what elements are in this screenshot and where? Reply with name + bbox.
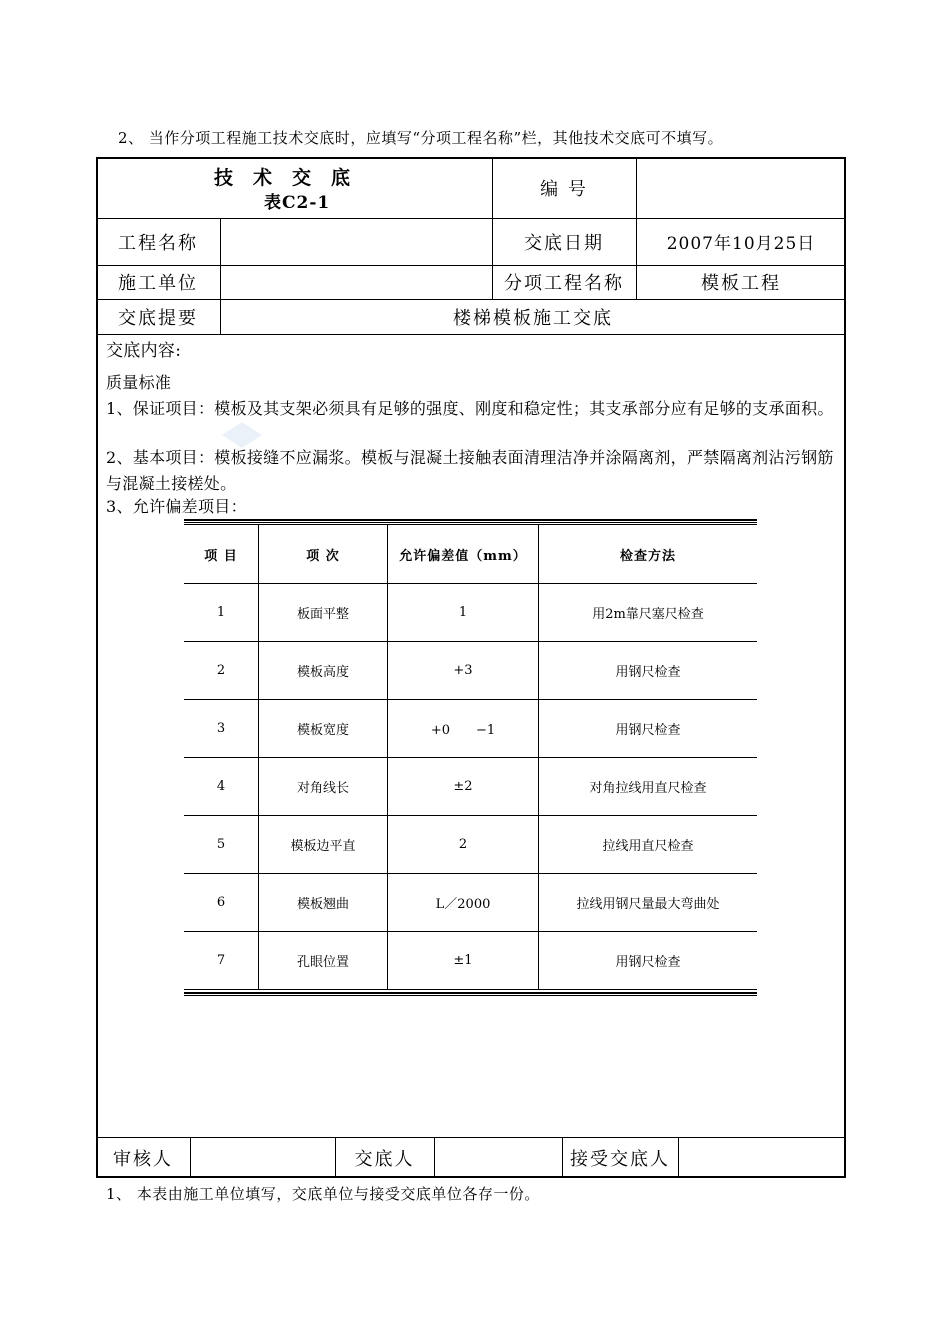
row-number: 5 — [184, 816, 259, 874]
table-row — [184, 932, 757, 990]
row-item: 模板边平直 — [259, 816, 388, 874]
form-title: 技术交底 — [214, 167, 371, 189]
form-table-number: 表C2-1 — [264, 193, 331, 213]
row-item: 对角线长 — [259, 758, 388, 816]
project-name-field[interactable] — [220, 218, 492, 265]
header-item: 项 目 — [184, 525, 259, 584]
tolerance-table — [184, 524, 757, 990]
presenter-label: 交底人 — [354, 1148, 415, 1170]
summary-field[interactable]: 楼梯模板施工交底 — [453, 307, 613, 329]
row-number: 6 — [184, 874, 259, 932]
row-tolerance: 2 — [388, 816, 539, 874]
row-number: 2 — [184, 642, 259, 700]
row-method: 用2m靠尺塞尺检查 — [539, 584, 758, 642]
row-tolerance: +3 — [388, 642, 539, 700]
table-row — [184, 874, 757, 932]
row-tolerance: ±2 — [388, 758, 539, 816]
unit-label: 施工单位 — [118, 273, 198, 294]
row-method: 对角拉线用直尺检查 — [539, 758, 758, 816]
project-name-label: 工程名称 — [118, 232, 198, 254]
note-bottom: 1、 本表由施工单位填写，交底单位与接受交底单位各存一份。 — [106, 1185, 540, 1203]
subproject-label: 分项工程名称 — [504, 273, 624, 294]
date-label: 交底日期 — [524, 232, 604, 254]
row-number: 7 — [184, 932, 259, 990]
row-tolerance: L／2000 — [388, 874, 539, 932]
row-item: 模板翘曲 — [259, 874, 388, 932]
row-method: 用钢尺检查 — [539, 932, 758, 990]
content-item-2: 2、基本项目：模板接缝不应漏浆。模板与混凝土接触表面清理洁净并涂隔离剂，严禁隔离剂沾污钢筋与混凝土接槎处。 — [106, 448, 834, 493]
table-row — [184, 816, 757, 874]
subproject-field[interactable]: 模板工程 — [701, 273, 781, 294]
content-heading: 质量标准 — [106, 373, 172, 392]
header-tolerance: 允许偏差值（mm） — [388, 525, 539, 584]
table-bottom-rule — [184, 992, 757, 996]
row-method: 拉线用直尺检查 — [539, 816, 758, 874]
row-item: 孔眼位置 — [259, 932, 388, 990]
number-label: 编 号 — [540, 178, 588, 200]
receiver-label: 接受交底人 — [570, 1148, 670, 1170]
row-number: 3 — [184, 700, 259, 758]
unit-field[interactable] — [220, 265, 492, 299]
content-item-3: 3、允许偏差项目： — [106, 497, 247, 516]
row-method: 拉线用钢尺量最大弯曲处 — [539, 874, 758, 932]
receiver-field[interactable] — [678, 1137, 846, 1178]
table-row — [184, 642, 757, 700]
presenter-field[interactable] — [434, 1137, 562, 1178]
table-row — [184, 758, 757, 816]
row-number: 4 — [184, 758, 259, 816]
row-tolerance: +0 −1 — [388, 700, 539, 758]
table-header-row — [184, 525, 757, 584]
note-top: 2、 当作分项工程施工技术交底时，应填写“分项工程名称”栏，其他技术交底可不填写。 — [118, 129, 724, 147]
row-tolerance: ±1 — [388, 932, 539, 990]
number-field[interactable] — [636, 157, 846, 218]
row-method: 用钢尺检查 — [539, 642, 758, 700]
table-row — [184, 700, 757, 758]
content-item-1: 1、保证项目：模板及其支架必须具有足够的强度、刚度和稳定性；其支承部分应有足够的支承面积。 — [106, 399, 834, 418]
reviewer-label: 审核人 — [113, 1148, 173, 1170]
row-number: 1 — [184, 584, 259, 642]
header-index: 项 次 — [259, 525, 388, 584]
row-item: 模板高度 — [259, 642, 388, 700]
table-row — [184, 584, 757, 642]
row-method: 用钢尺检查 — [539, 700, 758, 758]
row-tolerance: 1 — [388, 584, 539, 642]
table-top-rule — [184, 519, 757, 523]
row-item: 板面平整 — [259, 584, 388, 642]
row-item: 模板宽度 — [259, 700, 388, 758]
watermark-icon — [212, 420, 272, 450]
grid-line — [96, 334, 846, 335]
content-label: 交底内容: — [106, 341, 182, 361]
summary-label: 交底提要 — [118, 307, 198, 329]
header-method: 检查方法 — [539, 525, 758, 584]
reviewer-field[interactable] — [190, 1137, 335, 1178]
date-field[interactable]: 2007年10月25日 — [666, 234, 816, 254]
